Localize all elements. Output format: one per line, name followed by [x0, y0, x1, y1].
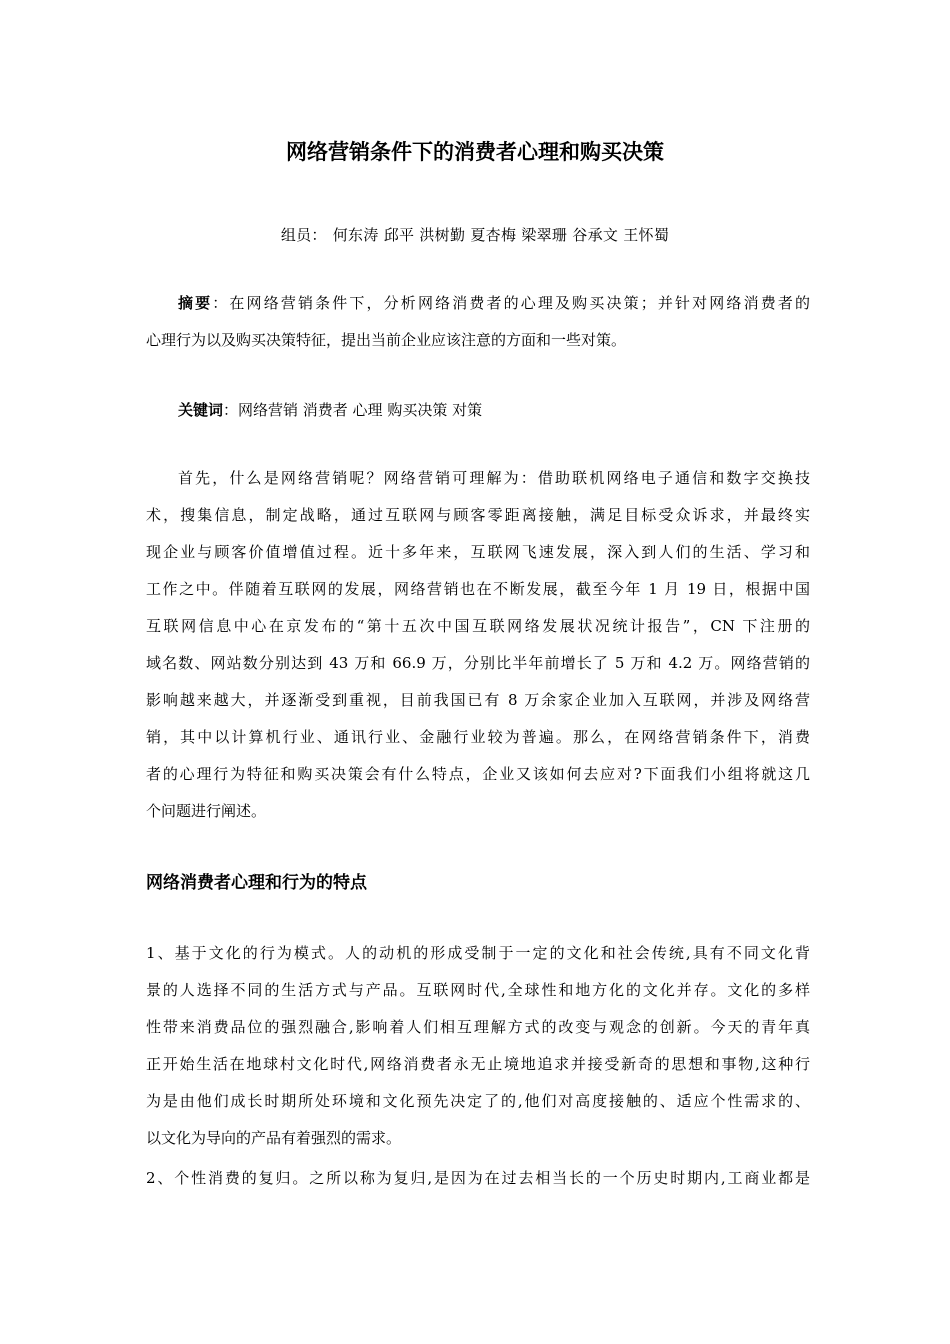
point-1-line: 1、基于文化的行为模式。人的动机的形成受制于一定的文化和社会传统,具有不同文化背 — [146, 944, 810, 962]
document-title: 网络营销条件下的消费者心理和购买决策 — [286, 139, 664, 164]
point-1-line: 性带来消费品位的强烈融合,影响着人们相互理解方式的改变与观念的创新。今天的青年真 — [146, 1018, 810, 1036]
intro-line: 影响越来越大，并逐渐受到重视，目前我国已有 8 万余家企业加入互联网，并涉及网络营 — [146, 691, 810, 709]
intro-line: 工作之中。伴随着互联网的发展，网络营销也在不断发展，截至今年 1 月 19 日，根据中国 — [146, 580, 810, 598]
keywords-paragraph — [146, 392, 810, 429]
point-2-line: 2、个性消费的复归。之所以称为复归,是因为在过去相当长的一个历史时期内,工商业都是 — [146, 1169, 810, 1187]
abstract-line — [146, 285, 810, 322]
intro-line: 销，其中以计算机行业、通讯行业、金融行业较为普遍。那么，在网络营销条件下，消费 — [146, 728, 810, 746]
keywords-line — [146, 392, 810, 429]
intro-line: 域名数、网站数分别达到 43 万和 66.9 万，分别比半年前增长了 5 万和 4.2 万。网络营销的 — [146, 654, 810, 672]
members-line — [0, 224, 950, 246]
point-1-line: 以文化为导向的产品有着强烈的需求。 — [146, 1129, 402, 1147]
point-1-paragraph — [146, 935, 810, 1157]
intro-paragraph — [146, 460, 810, 830]
members-label: 组员： — [280, 226, 327, 244]
intro-line: 术，搜集信息，制定战略，通过互联网与顾客零距离接触，满足目标受众诉求，并最终实 — [146, 506, 810, 524]
abstract-line: 心理行为以及购买决策特征，提出当前企业应该注意的方面和一些对策。 — [146, 331, 627, 349]
section-heading: 网络消费者心理和行为的特点 — [146, 873, 367, 893]
keywords-text: ：网络营销 消费者 心理 购买决策 对策 — [223, 401, 483, 419]
point-1-line: 景的人选择不同的生活方式与产品。互联网时代,全球性和地方化的文化并存。文化的多样 — [146, 981, 810, 999]
abstract-text: ：在网络营销条件下，分析网络消费者的心理及购买决策；并针对网络消费者的 — [212, 294, 810, 312]
members-names: 何东涛 邱平 洪树勤 夏杏梅 梁翠珊 谷承文 王怀蜀 — [332, 226, 670, 244]
abstract-label: 摘要 — [178, 294, 213, 312]
intro-line: 个问题进行阐述。 — [146, 802, 267, 820]
point-2-paragraph — [146, 1160, 810, 1197]
abstract-paragraph — [146, 285, 810, 359]
point-1-line: 为是由他们成长时期所处环境和文化预先决定了的,他们对高度接触的、适应个性需求的、 — [146, 1092, 810, 1110]
intro-line: 首先，什么是网络营销呢？网络营销可理解为：借助联机网络电子通信和数字交换技 — [178, 469, 810, 487]
point-1-line: 正开始生活在地球村文化时代,网络消费者永无止境地追求并接受新奇的思想和事物,这种行 — [146, 1055, 810, 1073]
keywords-label: 关键词 — [178, 401, 224, 419]
intro-line: 互联网信息中心在京发布的“第十五次中国互联网络发展状况统计报告”，CN 下注册的 — [146, 617, 810, 635]
intro-line: 现企业与顾客价值增值过程。近十多年来，互联网飞速发展，深入到人们的生活、学习和 — [146, 543, 810, 561]
intro-line: 者的心理行为特征和购买决策会有什么特点，企业又该如何去应对?下面我们小组将就这几 — [146, 765, 810, 783]
